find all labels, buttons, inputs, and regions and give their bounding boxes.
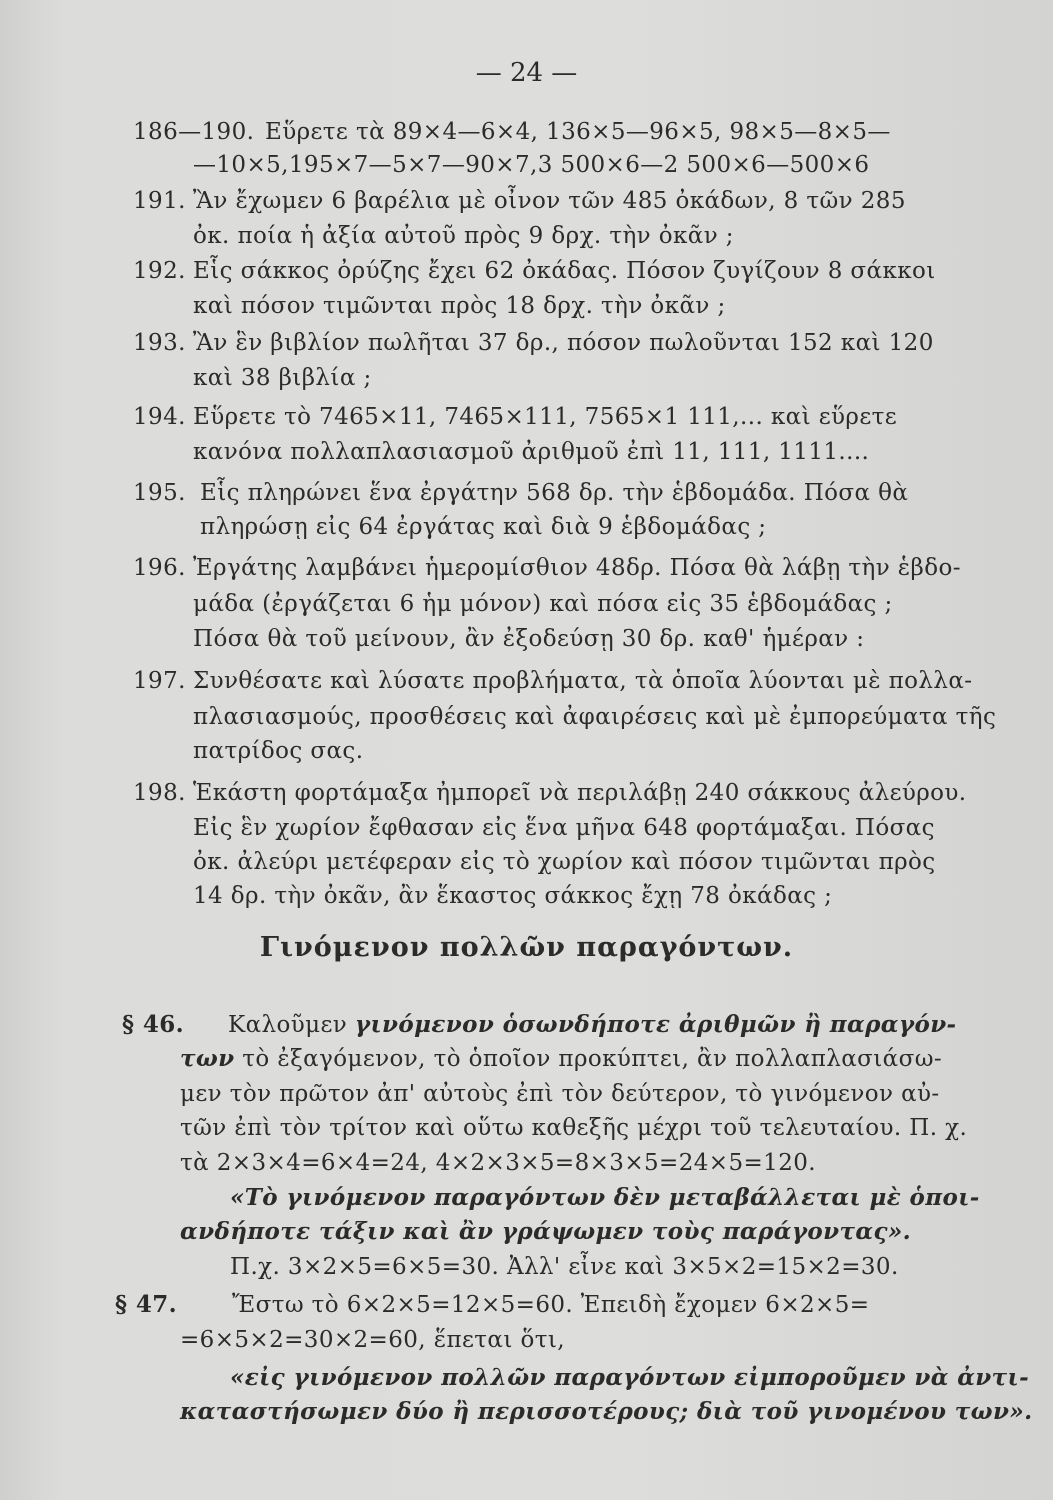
exercise-text: Εἷς σάκκος ὀρύζης ἔχει 62 ὀκάδας. Πόσον ζυγίζουν 8 σάκκοι <box>193 258 936 284</box>
paragraph-line <box>228 1010 957 1040</box>
exercise-number: 196. <box>133 555 186 581</box>
definition-term: των <box>180 1045 235 1072</box>
exercise-number: 192. <box>133 258 186 284</box>
exercise-text: Συνθέσατε καὶ λύσατε προβλήματα, τὰ ὁποῖα λύονται μὲ πολλα- <box>193 668 973 694</box>
exercise-number: 193. <box>133 330 186 356</box>
rule-text: ανδήποτε τάξιν καὶ ἂν γράψωμεν τοὺς παράγοντας». <box>180 1218 912 1245</box>
definition-term: γινόμενον ὁσωνδήποτε ἀριθμῶν ἢ παραγόν- <box>354 1011 957 1038</box>
rule-text: «εἰς γινόμενον πολλῶν παραγόντων εἰμποροῦμεν νὰ ἀντι- <box>230 1364 1030 1391</box>
exercise-text: ὀκ. ποία ἡ ἀξία αὐτοῦ πρὸς 9 δρχ. τὴν ὀκᾶν ; <box>193 223 734 249</box>
exercise-text: Εἰς ἓν χωρίον ἔφθασαν εἰς ἕνα μῆνα 648 φορτάμαξαι. Πόσας <box>193 815 935 841</box>
paragraph-text: τὸ ἐξαγόμενον, τὸ ὁποῖον προκύπτει, ἂν πολλαπλασιάσω- <box>234 1046 943 1072</box>
section-label: § 46. <box>122 1011 185 1038</box>
exercise-number: 186—190. <box>133 119 255 145</box>
exercise-text: Εἷς πληρώνει ἕνα ἐργάτην 568 δρ. τὴν ἑβδομάδα. Πόσα θὰ <box>200 480 909 506</box>
exercise-text: καὶ 38 βιβλία ; <box>193 365 372 391</box>
exercise-text: πατρίδος σας. <box>193 738 364 764</box>
paragraph-line: τῶν ἐπὶ τὸν τρίτον καὶ οὕτω καθεξῆς μέχρι τοῦ τελευταίου. Π. χ. <box>180 1115 968 1141</box>
section-label: § 47. <box>115 1291 178 1318</box>
exercise-text: —10×5,195×7—5×7—90×7,3 500×6—2 500×6—500×6 <box>193 152 870 178</box>
exercise-text: μάδα (ἐργάζεται 6 ἡμ μόνον) καὶ πόσα εἰς 35 ἑβδομάδας ; <box>193 591 893 617</box>
exercise-text: πληρώσῃ εἰς 64 ἐργάτας καὶ διὰ 9 ἑβδομάδας ; <box>200 514 767 540</box>
paragraph-text: Καλοῦμεν <box>228 1012 355 1038</box>
exercise-text: καὶ πόσον τιμῶνται πρὸς 18 δρχ. τὴν ὀκᾶν ; <box>193 293 726 319</box>
rule-text: «Τὸ γινόμενον παραγόντων δὲν μεταβάλλεται μὲ ὁποι- <box>230 1184 980 1211</box>
exercise-text: Ἑκάστη φορτάμαξα ἠμπορεῖ νὰ περιλάβῃ 240 σάκκους ἀλεύρου. <box>193 780 967 806</box>
paragraph-line: Ἔστω τὸ 6×2×5=12×5=60. Ἐπειδὴ ἔχομεν 6×2×5= <box>232 1292 870 1318</box>
exercise-text: Εὕρετε τὰ 89×4—6×4, 136×5—96×5, 98×5—8×5— <box>265 119 891 145</box>
paragraph-line: Π.χ. 3×2×5=6×5=30. Ἀλλ' εἶνε καὶ 3×5×2=15×2=30. <box>230 1254 899 1280</box>
rule-text: καταστήσωμεν δύο ἢ περισσοτέρους; διὰ τοῦ γινομένου των». <box>180 1398 1033 1425</box>
paragraph-line: μεν τὸν πρῶτον ἀπ' αὐτοὺς ἐπὶ τὸν δεύτερον, τὸ γινόμενον αὐ- <box>180 1081 940 1107</box>
paragraph-line: =6×5×2=30×2=60, ἕπεται ὅτι, <box>180 1327 565 1353</box>
exercise-number: 198. <box>133 780 186 806</box>
paragraph-line <box>180 1044 942 1074</box>
exercise-text: ὀκ. ἀλεύρι μετέφεραν εἰς τὸ χωρίον καὶ πόσον τιμῶνται πρὸς <box>193 849 936 875</box>
exercise-number: 194. <box>133 404 186 430</box>
exercise-text: κανόνα πολλαπλασιασμοῦ ἀριθμοῦ ἐπὶ 11, 111, 1111.... <box>193 439 870 465</box>
exercise-number: 197. <box>133 668 186 694</box>
page-number: — 24 — <box>475 58 578 88</box>
exercise-text: πλασιασμούς, προσθέσεις καὶ ἀφαιρέσεις καὶ μὲ ἐμπορεύματα τῆς <box>193 704 997 730</box>
exercise-number: 195. <box>133 480 186 506</box>
exercise-text: Ἂν ἓν βιβλίον πωλῆται 37 δρ., πόσον πωλοῦνται 152 καὶ 120 <box>193 330 934 356</box>
exercise-text: Εὕρετε τὸ 7465×11, 7465×111, 7565×1 111,... καὶ εὕρετε <box>193 404 898 430</box>
section-heading: Γινόμενον πολλῶν παραγόντων. <box>259 932 794 963</box>
paragraph-line: τὰ 2×3×4=6×4=24, 4×2×3×5=8×3×5=24×5=120. <box>180 1150 816 1176</box>
exercise-text: 14 δρ. τὴν ὀκᾶν, ἂν ἕκαστος σάκκος ἔχῃ 78 ὀκάδας ; <box>193 883 833 909</box>
exercise-number: 191. <box>133 188 186 214</box>
exercise-text: Πόσα θὰ τοῦ μείνουν, ἂν ἐξοδεύσῃ 30 δρ. καθ' ἡμέραν : <box>193 626 865 652</box>
exercise-text: Ἐργάτης λαμβάνει ἡμερομίσθιον 48δρ. Πόσα θὰ λάβῃ τὴν ἑβδο- <box>193 555 961 581</box>
exercise-text: Ἂν ἔχωμεν 6 βαρέλια μὲ οἶνον τῶν 485 ὀκάδων, 8 τῶν 285 <box>193 188 906 214</box>
